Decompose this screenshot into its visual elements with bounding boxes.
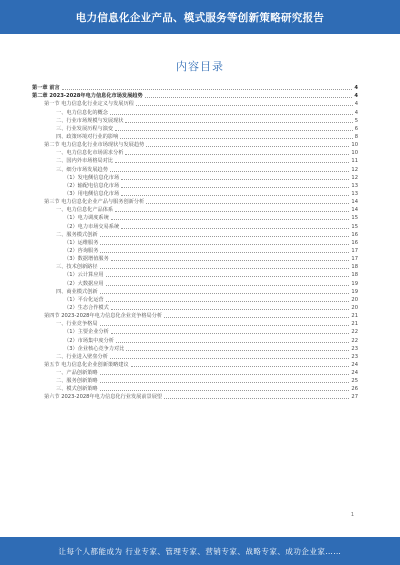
toc-entry[interactable] xyxy=(32,206,358,214)
toc-entry-text: 一、行业竞争格局 xyxy=(56,321,98,328)
toc-entry-page: 21 xyxy=(351,321,358,328)
toc-entry-page: 18 xyxy=(351,264,358,271)
toc-dot-leader xyxy=(136,105,353,106)
toc-entry-text: （1）主要企业分析 xyxy=(64,329,109,336)
toc-entry[interactable] xyxy=(32,108,358,116)
toc-entry[interactable] xyxy=(32,345,358,353)
toc-entry-text: （1）运维服务 xyxy=(64,239,99,246)
toc-entry-text: 二、服务创新策略 xyxy=(56,378,98,385)
toc-entry[interactable] xyxy=(32,133,358,141)
toc-entry[interactable] xyxy=(32,214,358,222)
toc-entry-page: 17 xyxy=(351,256,358,263)
toc-entry[interactable] xyxy=(32,100,358,108)
toc-entry-page: 22 xyxy=(351,329,358,336)
toc-entry-text: 一、电力信息化的概念 xyxy=(56,109,108,116)
toc-entry-page: 23 xyxy=(351,345,358,352)
toc-entry-text: （1）发电侧信息化市场 xyxy=(64,174,120,181)
toc-dot-leader xyxy=(106,285,350,286)
toc-dot-leader xyxy=(100,325,350,326)
toc-dot-leader xyxy=(111,260,350,261)
toc-entry-text: 三、模式创新策略 xyxy=(56,386,98,393)
report-title: 电力信息化企业产品、模式服务等创新策略研究报告 xyxy=(75,11,325,24)
toc-entry-text: 二、行业进入壁垒分析 xyxy=(56,353,108,360)
toc-entry[interactable] xyxy=(32,328,358,336)
toc-dot-leader xyxy=(121,228,349,229)
toc-title: 内容目录 xyxy=(176,60,224,73)
toc-entry-text: 第一节 电力信息化行业定义与发展历程 xyxy=(44,101,134,108)
toc-dot-leader xyxy=(115,130,353,131)
toc-entry-text: 三、技术创新路径 xyxy=(56,264,98,271)
toc-entry-page: 5 xyxy=(354,117,358,124)
toc-entry[interactable] xyxy=(32,125,358,133)
toc-dot-leader xyxy=(111,333,350,334)
toc-entry[interactable] xyxy=(32,255,358,263)
toc-entry[interactable] xyxy=(32,377,358,385)
toc-entry-page: 17 xyxy=(351,247,358,254)
toc-entry[interactable] xyxy=(32,385,358,393)
toc-entry[interactable] xyxy=(32,288,358,296)
toc-entry-text: （1）电力调度系统 xyxy=(64,215,109,222)
toc-entry[interactable] xyxy=(32,361,358,369)
toc-entry-text: 第五节 电力信息化企业创新策略建议 xyxy=(44,361,129,368)
toc-entry-text: 二、国内外市场格局对比 xyxy=(56,158,114,165)
toc-entry-text: 四、政策环境对行业的影响 xyxy=(56,133,119,140)
toc-entry-text: （3）用电侧信息化市场 xyxy=(64,190,120,197)
toc-dot-leader xyxy=(100,374,350,375)
toc-entry-page: 6 xyxy=(354,125,358,132)
toc-entry-page: 24 xyxy=(351,361,358,368)
toc-entry[interactable] xyxy=(32,190,358,198)
toc-entry-text: （2）生态合作模式 xyxy=(64,304,109,311)
toc-entry[interactable] xyxy=(32,393,358,401)
toc-entry[interactable] xyxy=(32,263,358,271)
toc-entry[interactable] xyxy=(32,247,358,255)
toc-entry-text: （2）市场集中度分析 xyxy=(64,337,114,344)
toc-entry-page: 27 xyxy=(351,394,358,401)
toc-dot-leader xyxy=(121,179,349,180)
toc-entry-page: 15 xyxy=(351,223,358,230)
toc-entry[interactable] xyxy=(32,182,358,190)
toc-entry-text: 第一章 前言 xyxy=(32,85,60,92)
toc-dot-leader xyxy=(164,398,349,399)
toc-entry[interactable] xyxy=(32,353,358,361)
toc-entry[interactable] xyxy=(32,149,358,157)
toc-dot-leader xyxy=(110,358,350,359)
toc-entry-text: （3）数据增值服务 xyxy=(64,256,109,263)
toc-entry[interactable] xyxy=(32,92,358,100)
toc-entry-page: 11 xyxy=(351,158,358,165)
toc-entry-page: 19 xyxy=(351,288,358,295)
toc-dot-leader xyxy=(126,350,349,351)
toc-entry[interactable] xyxy=(32,141,358,149)
toc-dot-leader xyxy=(115,211,349,212)
toc-entry-page: 23 xyxy=(351,353,358,360)
toc-dot-leader xyxy=(146,203,349,204)
toc-dot-leader xyxy=(121,195,349,196)
toc-dot-leader xyxy=(164,317,349,318)
toc-entry[interactable] xyxy=(32,239,358,247)
toc-entry[interactable] xyxy=(32,198,358,206)
toc-dot-leader xyxy=(111,309,350,310)
toc-dot-leader xyxy=(146,146,349,147)
toc-entry[interactable] xyxy=(32,174,358,182)
toc-entry-text: 第四节 2023-2028年电力信息化企业竞争格局分析 xyxy=(44,313,163,320)
toc-entry-page: 24 xyxy=(351,370,358,377)
toc-entry-text: （1）平台化运营 xyxy=(64,296,104,303)
toc-entry-text: 一、电力信息化市场需求分析 xyxy=(56,150,124,157)
toc-entry-page: 12 xyxy=(351,174,358,181)
toc-entry-page: 10 xyxy=(351,142,358,149)
toc-dot-leader xyxy=(110,114,353,115)
toc-dot-leader xyxy=(125,122,352,123)
toc-entry-text: 一、产品创新策略 xyxy=(56,370,98,377)
toc-entry-text: （2）输配电信息化市场 xyxy=(64,182,120,189)
toc-entry[interactable] xyxy=(32,165,358,173)
toc-entry-text: 第三节 电力信息化企业产品与服务创新分析 xyxy=(44,199,145,206)
toc-entry-page: 4 xyxy=(354,85,358,92)
footer-slogan: 让每个人都能成为 行业专家、管理专家、营销专家、战略专家、成功企业家…… xyxy=(58,546,342,556)
toc-entry-page: 13 xyxy=(351,182,358,189)
toc-dot-leader xyxy=(121,187,349,188)
toc-entry[interactable] xyxy=(32,279,358,287)
toc-dot-leader xyxy=(115,162,349,163)
toc-entry-page: 4 xyxy=(354,109,358,116)
toc-entry[interactable] xyxy=(32,231,358,239)
toc-dot-leader xyxy=(100,252,349,253)
toc-dot-leader xyxy=(110,171,350,172)
toc-entry-page: 14 xyxy=(351,199,358,206)
toc-entry[interactable] xyxy=(32,336,358,344)
toc-dot-leader xyxy=(100,244,349,245)
toc-entry-text: 二、行业市场规模与发展现状 xyxy=(56,117,124,124)
toc-entry-text: 第六节 2023-2028年电力信息化行业发展前景展望 xyxy=(44,394,163,401)
toc-entry-page: 26 xyxy=(351,386,358,393)
toc-entry[interactable] xyxy=(32,157,358,165)
document-page xyxy=(22,40,378,530)
toc-entry[interactable] xyxy=(32,271,358,279)
toc-entry-page: 20 xyxy=(351,304,358,311)
toc-entry-page: 10 xyxy=(351,150,358,157)
toc-entry[interactable] xyxy=(32,117,358,125)
toc-dot-leader xyxy=(100,268,350,269)
toc-entry-page: 8 xyxy=(354,133,358,140)
footer-banner xyxy=(0,537,400,565)
toc-entry-page: 13 xyxy=(351,190,358,197)
toc-dot-leader xyxy=(106,301,350,302)
toc-dot-leader xyxy=(100,390,350,391)
toc-entry-page: 14 xyxy=(351,207,358,214)
toc-dot-leader xyxy=(100,382,350,383)
toc-dot-leader xyxy=(116,342,349,343)
toc-entry-page: 4 xyxy=(354,101,358,108)
toc-entry-text: 第二章 2023-2028年电力信息化市场发展趋势 xyxy=(32,93,143,100)
toc-entry-text: 三、行业发展历程与演变 xyxy=(56,125,114,132)
toc-entry[interactable] xyxy=(32,369,358,377)
toc-dot-leader xyxy=(120,138,352,139)
toc-entry[interactable] xyxy=(32,320,358,328)
toc-entry-text: 四、商业模式创新 xyxy=(56,288,98,295)
page-number: 1 xyxy=(350,512,354,518)
toc-entry-text: （1）云计算应用 xyxy=(64,272,104,279)
report-header xyxy=(0,0,400,34)
toc-entry-text: （2）大数据应用 xyxy=(64,280,104,287)
toc-dot-leader xyxy=(100,293,350,294)
toc-dot-leader xyxy=(100,236,350,237)
toc-dot-leader xyxy=(106,276,350,277)
toc-dot-leader xyxy=(145,97,353,98)
toc-entry-page: 12 xyxy=(351,166,358,173)
toc-entry-page: 19 xyxy=(351,280,358,287)
toc-entry-page: 20 xyxy=(351,296,358,303)
toc-entry-text: 三、细分市场发展趋势 xyxy=(56,166,108,173)
toc-dot-leader xyxy=(111,219,350,220)
toc-entry-text: 二、服务模式创新 xyxy=(56,231,98,238)
table-of-contents xyxy=(32,84,358,401)
toc-entry[interactable] xyxy=(32,304,358,312)
toc-entry-page: 15 xyxy=(351,215,358,222)
toc-dot-leader xyxy=(62,89,353,90)
toc-entry-page: 22 xyxy=(351,337,358,344)
toc-entry-page: 25 xyxy=(351,378,358,385)
toc-entry[interactable] xyxy=(32,296,358,304)
toc-dot-leader xyxy=(131,366,350,367)
toc-entry-text: （3）企业核心竞争力对比 xyxy=(64,345,125,352)
toc-entry-page: 18 xyxy=(351,272,358,279)
toc-entry-text: 第二节 电力信息化行业市场现状与发展趋势 xyxy=(44,142,145,149)
toc-entry-page: 16 xyxy=(351,239,358,246)
toc-entry-page: 16 xyxy=(351,231,358,238)
toc-entry-text: 一、电力信息化产品体系 xyxy=(56,207,114,214)
toc-entry[interactable] xyxy=(32,84,358,92)
toc-entry-text: （2）电力市场交易系统 xyxy=(64,223,120,230)
toc-entry[interactable] xyxy=(32,222,358,230)
toc-entry-text: （2）咨询服务 xyxy=(64,247,99,254)
toc-entry-page: 4 xyxy=(354,93,358,100)
toc-entry-page: 21 xyxy=(351,313,358,320)
toc-dot-leader xyxy=(125,154,349,155)
toc-entry[interactable] xyxy=(32,312,358,320)
